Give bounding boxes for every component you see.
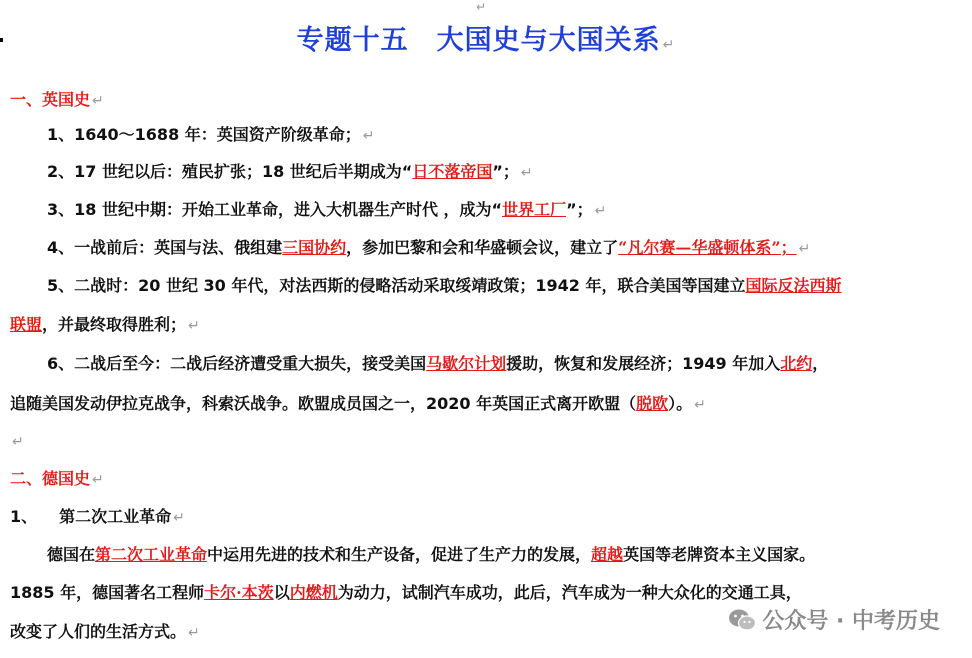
paragraph-text: 改变了人们的生活方式。 bbox=[10, 622, 187, 641]
item-text: ， bbox=[812, 354, 829, 373]
highlight-term: 国际反法西斯 bbox=[745, 276, 842, 295]
subheading-text: 第二次工业革命 bbox=[59, 507, 172, 526]
paragraph-mark: ↵ bbox=[798, 241, 811, 257]
subheading bbox=[10, 506, 185, 529]
item-text: ）。 bbox=[668, 394, 693, 413]
paragraph-text: 以 bbox=[273, 583, 290, 602]
heading-text: 一、英国史 bbox=[10, 90, 91, 109]
paragraph-text: 为动力，试制汽车成功，此后，汽车成为一种大众化的交通工具， bbox=[337, 583, 802, 602]
page-title bbox=[0, 18, 972, 57]
list-item-continuation bbox=[10, 314, 200, 337]
watermark-text: 公众号 · 中考历史 bbox=[762, 609, 940, 634]
highlight-term: 内燃机 bbox=[289, 583, 338, 602]
highlight-term: 北约 bbox=[780, 354, 813, 373]
item-text: ，并最终取得胜利； bbox=[42, 315, 187, 334]
highlight-term: 卡尔·本茨 bbox=[204, 583, 274, 602]
item-text: ”； bbox=[492, 162, 519, 181]
item-text: 4、一战前后：英国与法、俄组建 bbox=[47, 238, 283, 257]
paragraph-mark: ↵ bbox=[92, 472, 104, 488]
highlight-term: “凡尔赛—华盛顿体系”； bbox=[618, 238, 797, 257]
highlight-term: 马歇尔计划 bbox=[426, 354, 507, 373]
paragraph-mark: ↵ bbox=[662, 37, 676, 53]
watermark bbox=[728, 604, 940, 635]
section-heading-germany bbox=[10, 468, 104, 491]
highlight-term: 联盟 bbox=[10, 315, 43, 334]
highlight-term: 日不落帝国 bbox=[412, 162, 493, 181]
paragraph-mark: ↵ bbox=[520, 165, 533, 181]
title-text: 专题十五 大国史与大国关系 bbox=[296, 25, 661, 56]
heading-text: 二、德国史 bbox=[10, 469, 91, 488]
item-text: 5、二战时：20 世纪 30 年代，对法西斯的侵略活动采取绥靖政策；1942 年，联合美国等国建立 bbox=[47, 276, 746, 295]
paragraph-mark: ↵ bbox=[188, 625, 200, 641]
paragraph-mark: ↵ bbox=[476, 0, 487, 14]
list-item bbox=[47, 353, 828, 375]
item-text: 援助，恢复和发展经济；1949 年加入 bbox=[506, 354, 781, 373]
highlight-term: 超越 bbox=[591, 545, 624, 564]
paragraph-text: 中运用先进的技术和生产设备，促进了生产力的发展， bbox=[207, 545, 592, 564]
list-item bbox=[47, 199, 606, 222]
list-item bbox=[47, 237, 810, 260]
paragraph-continuation bbox=[10, 621, 200, 644]
item-text: ”； bbox=[566, 200, 593, 219]
item-text: 2、17 世纪以后：殖民扩张；18 世纪后半期成为“ bbox=[47, 162, 413, 181]
highlight-term: 三国协约 bbox=[282, 238, 347, 257]
paragraph-mark: ↵ bbox=[362, 128, 375, 144]
list-item bbox=[47, 161, 533, 184]
item-text: 6、二战后至今：二战后经济遭受重大损失，接受美国 bbox=[47, 354, 427, 373]
highlight-term: 脱欧 bbox=[636, 394, 669, 413]
item-text: 追随美国发动伊拉克战争，科索沃战争。欧盟成员国之一，2020 年英国正式离开欧盟（ bbox=[10, 394, 637, 413]
wechat-icon bbox=[728, 608, 756, 632]
paragraph-text: 英国等老牌资本主义国家。 bbox=[623, 545, 816, 564]
item-text: 1、1640～1688 年：英国资产阶级革命； bbox=[47, 125, 361, 144]
paragraph-mark: ↵ bbox=[594, 203, 607, 219]
paragraph-text: 德国在 bbox=[47, 545, 96, 564]
list-item-continuation bbox=[10, 393, 706, 416]
paragraph-mark: ↵ bbox=[694, 397, 706, 413]
subheading-number: 1、 bbox=[10, 507, 38, 526]
highlight-term: 第二次工业革命 bbox=[95, 545, 208, 564]
paragraph-mark: ↵ bbox=[92, 93, 104, 109]
item-text: 3、18 世纪中期：开始工业革命，进入大机器生产时代 ，成为“ bbox=[47, 200, 503, 219]
paragraph-text: 1885 年，德国著名工程师 bbox=[10, 583, 205, 602]
list-item bbox=[47, 124, 375, 147]
paragraph-mark: ↵ bbox=[188, 318, 200, 334]
paragraph-mark: ↵ bbox=[12, 434, 24, 450]
list-item bbox=[47, 275, 842, 297]
paragraph bbox=[47, 544, 815, 566]
paragraph-continuation bbox=[10, 582, 802, 604]
item-text: ，参加巴黎和会和华盛顿会议，建立了 bbox=[346, 238, 619, 257]
paragraph-mark: ↵ bbox=[173, 510, 185, 526]
section-heading-britain bbox=[10, 89, 104, 112]
empty-paragraph bbox=[10, 430, 24, 453]
highlight-term: 世界工厂 bbox=[502, 200, 567, 219]
